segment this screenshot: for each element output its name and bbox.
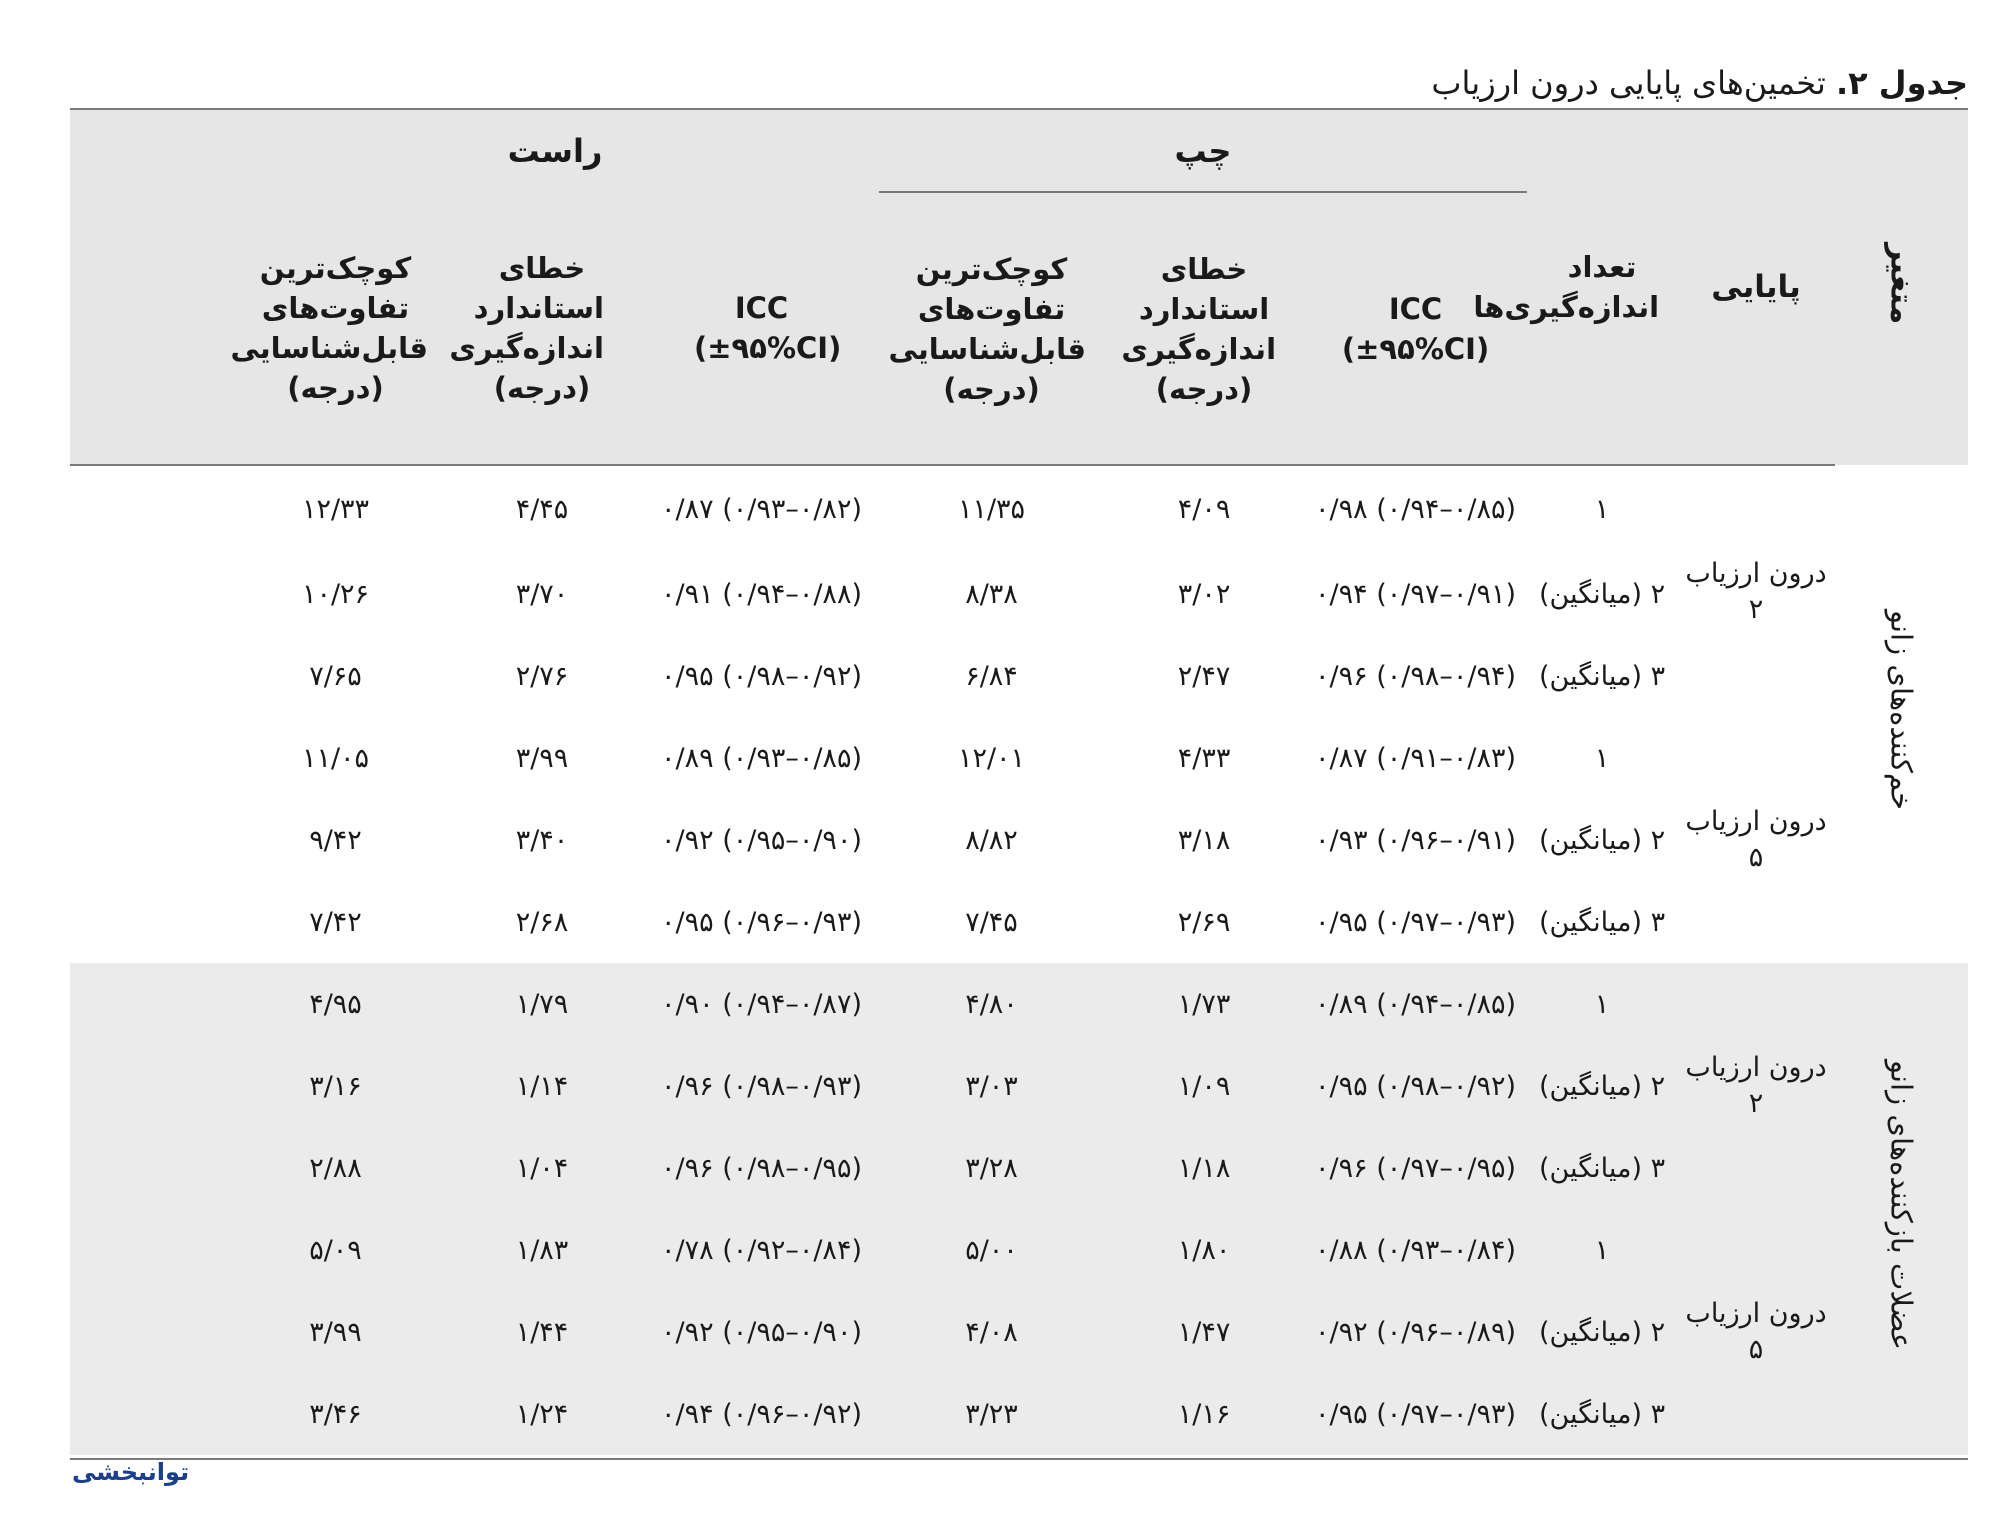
icc-right-cell: ۰/۸۷ (۰/۹۳–۰/۸۲) [661, 494, 862, 525]
icc-right-cell: ۰/۹۵ (۰/۹۶–۰/۹۳) [661, 906, 862, 938]
mdc-left-cell: ۸/۸۲ [965, 824, 1018, 856]
table-row [70, 963, 1968, 1045]
mdc-right-cell: ۲/۸۸ [231, 1127, 440, 1209]
icc-right-cell: ۰/۸۹ (۰/۹۳–۰/۸۵) [661, 742, 862, 774]
header-variable-label: متغیر [1883, 242, 1920, 325]
count-cell: ۳ (میانگین) [1538, 906, 1666, 938]
mdc-right-cell: ۷/۶۵ [309, 660, 362, 692]
mdc-right-cell: ۴/۹۵ [231, 963, 440, 1045]
sem-right-cell: ۳/۴۰ [515, 824, 569, 856]
spacer-cell [70, 799, 231, 881]
sem-left-cell: ۱/۱۸ [1104, 1127, 1304, 1209]
sem-left-cell: ۱/۴۷ [1104, 1291, 1304, 1373]
reliability-table [70, 110, 1968, 1455]
sem-left-cell: ۳/۰۲ [1177, 578, 1231, 610]
count-cell: ۲ (میانگین) [1527, 1045, 1677, 1127]
icc-right-cell: ۰/۹۶ (۰/۹۸–۰/۹۵) [644, 1127, 879, 1209]
variable-cell [1835, 465, 1968, 963]
mdc-left-cell: ۳/۲۸ [879, 1127, 1104, 1209]
mdc-right-cell: ۳/۱۶ [231, 1045, 440, 1127]
header-reliability: پایایی [1677, 110, 1835, 465]
sem-right-cell: ۲/۷۶ [515, 660, 569, 692]
icc-right-cell: ۰/۹۰ (۰/۹۴–۰/۸۷) [644, 963, 879, 1045]
table-body-extensors [70, 963, 1968, 1455]
mdc-right-cell: ۳/۴۶ [231, 1373, 440, 1455]
mdc-left-cell: ۱۲/۰۱ [957, 742, 1026, 774]
mdc-left-cell: ۳/۲۳ [879, 1373, 1104, 1455]
sem-left-cell: ۱/۱۶ [1104, 1373, 1304, 1455]
header-row-groups [70, 110, 1968, 192]
mdc-right-cell: ۱۰/۲۶ [301, 578, 370, 610]
icc-left-cell: ۰/۹۵ (۰/۹۸–۰/۹۲) [1304, 1045, 1527, 1127]
header-spacer [70, 110, 231, 192]
count-cell: ۳ (میانگین) [1527, 1127, 1677, 1209]
icc-left-cell: ۰/۸۸ (۰/۹۳–۰/۸۴) [1304, 1209, 1527, 1291]
sem-left-cell: ۲/۶۹ [1177, 906, 1231, 938]
header-icc-left: ICC (±۹۵%CI) [1304, 192, 1527, 465]
sem-right-cell: ۱/۸۳ [440, 1209, 644, 1291]
icc-left-cell: ۰/۹۴ (۰/۹۷–۰/۹۱) [1315, 578, 1517, 610]
count-cell: ۱ [1527, 963, 1677, 1045]
mdc-left-cell: ۸/۳۸ [965, 578, 1018, 610]
mdc-right-cell: ۳/۹۹ [231, 1291, 440, 1373]
spacer-cell [70, 1373, 231, 1455]
sem-right-cell: ۱/۴۴ [440, 1291, 644, 1373]
sem-right-cell: ۴/۴۵ [515, 494, 569, 525]
icc-left-cell: ۰/۹۶ (۰/۹۷–۰/۹۵) [1304, 1127, 1527, 1209]
sem-left-cell: ۱/۷۳ [1104, 963, 1304, 1045]
spacer-cell [70, 1045, 231, 1127]
reliability-cell: درون ارزیاب ۲ [1685, 557, 1827, 625]
icc-left-cell: ۰/۹۵ (۰/۹۷–۰/۹۳) [1304, 1373, 1527, 1455]
mdc-right-cell: ۹/۴۲ [309, 824, 362, 856]
icc-left-cell: ۰/۹۲ (۰/۹۶–۰/۸۹) [1304, 1291, 1527, 1373]
spacer-cell [70, 1127, 231, 1209]
header-sem-right: خطای استاندارد اندازه‌گیری (درجه) [440, 192, 644, 465]
header-mdc-right: کوچک‌ترین تفاوت‌های قابل‌شناسایی (درجه) [231, 192, 440, 465]
count-cell: ۳ (میانگین) [1527, 1373, 1677, 1455]
sem-left-cell: ۱/۰۹ [1104, 1045, 1304, 1127]
sem-left-cell: ۲/۴۷ [1177, 660, 1231, 692]
sem-right-cell: ۱/۷۹ [440, 963, 644, 1045]
mdc-left-cell: ۶/۸۴ [965, 660, 1018, 692]
icc-right-cell: ۰/۹۴ (۰/۹۶–۰/۹۲) [644, 1373, 879, 1455]
mdc-right-cell: ۱۱/۰۵ [301, 742, 370, 774]
spacer-cell [70, 963, 231, 1045]
sem-right-cell: ۳/۹۹ [515, 742, 569, 774]
spacer-cell [70, 1291, 231, 1373]
sem-right-cell: ۱/۱۴ [440, 1045, 644, 1127]
icc-left-cell: ۰/۸۷ (۰/۹۱–۰/۸۳) [1315, 742, 1517, 774]
icc-left-cell: ۰/۸۹ (۰/۹۴–۰/۸۵) [1304, 963, 1527, 1045]
icc-left-cell: ۰/۹۵ (۰/۹۷–۰/۹۳) [1315, 906, 1517, 938]
mdc-right-cell: ۷/۴۲ [309, 906, 362, 938]
spacer-cell [70, 881, 231, 963]
mdc-left-cell: ۷/۴۵ [965, 906, 1018, 938]
mdc-right-cell: ۵/۰۹ [231, 1209, 440, 1291]
spacer-cell [70, 635, 231, 717]
icc-left-cell: ۰/۹۸ (۰/۹۴–۰/۸۵) [1315, 494, 1517, 525]
icc-right-cell: ۰/۹۲ (۰/۹۵–۰/۹۰) [644, 1291, 879, 1373]
reliability-cell: درون ارزیاب ۲ [1677, 963, 1835, 1209]
mdc-right-cell: ۱۲/۳۳ [301, 494, 370, 525]
sem-right-cell: ۱/۰۴ [440, 1127, 644, 1209]
sem-left-cell: ۳/۱۸ [1177, 824, 1231, 856]
mdc-left-cell: ۳/۰۳ [879, 1045, 1104, 1127]
table-row [70, 1209, 1968, 1291]
count-cell: ۲ (میانگین) [1538, 578, 1666, 610]
count-cell: ۱ [1527, 1209, 1677, 1291]
table-row [70, 717, 1968, 799]
caption-text: تخمین‌های پایایی درون ارزیاب [1431, 64, 1826, 102]
icc-right-cell: ۰/۹۶ (۰/۹۸–۰/۹۳) [644, 1045, 879, 1127]
spacer-cell [70, 1209, 231, 1291]
sem-right-cell: ۱/۲۴ [440, 1373, 644, 1455]
sem-left-cell: ۴/۰۹ [1177, 494, 1231, 525]
count-cell: ۳ (میانگین) [1538, 660, 1666, 692]
header-count: تعداد اندازه‌گیری‌ها [1527, 110, 1677, 465]
table-row [70, 465, 1968, 553]
variable-cell [1835, 963, 1968, 1455]
spacer-cell [70, 553, 231, 635]
caption-label: جدول ۲. [1835, 64, 1968, 102]
spacer-cell [70, 465, 231, 553]
icc-left-cell: ۰/۹۶ (۰/۹۸–۰/۹۴) [1315, 660, 1517, 692]
count-cell: ۱ [1594, 742, 1610, 774]
sem-left-cell: ۱/۸۰ [1104, 1209, 1304, 1291]
icc-right-cell: ۰/۹۵ (۰/۹۸–۰/۹۲) [661, 660, 862, 692]
icc-left-cell: ۰/۹۳ (۰/۹۶–۰/۹۱) [1315, 824, 1517, 856]
sem-right-cell: ۲/۶۸ [515, 906, 569, 938]
header-icc-right: ICC (±۹۵%CI) [644, 192, 879, 465]
header-variable [1835, 110, 1968, 465]
count-cell: ۲ (میانگین) [1538, 824, 1666, 856]
icc-right-cell: ۰/۹۲ (۰/۹۵–۰/۹۰) [661, 824, 862, 856]
reliability-cell: درون ارزیاب ۵ [1685, 806, 1827, 873]
header-right-group: راست [231, 110, 879, 192]
journal-logo: توانبخشی [72, 1458, 190, 1486]
reliability-table-wrapper [70, 108, 1968, 1460]
mdc-left-cell: ۵/۰۰ [879, 1209, 1104, 1291]
header-spacer-2 [70, 192, 231, 465]
count-cell: ۱ [1594, 494, 1610, 525]
reliability-cell: درون ارزیاب ۵ [1677, 1209, 1835, 1455]
sem-right-cell: ۳/۷۰ [515, 578, 569, 610]
mdc-left-cell: ۴/۰۸ [879, 1291, 1104, 1373]
spacer-cell [70, 717, 231, 799]
sem-left-cell: ۴/۳۳ [1177, 742, 1231, 774]
table-caption [70, 58, 1968, 108]
mdc-left-cell: ۴/۸۰ [879, 963, 1104, 1045]
header-left-group: چپ [879, 110, 1527, 192]
header-mdc-left: کوچک‌ترین تفاوت‌های قابل‌شناسایی (درجه) [879, 192, 1104, 465]
mdc-left-cell: ۱۱/۳۵ [957, 494, 1026, 525]
count-cell: ۲ (میانگین) [1527, 1291, 1677, 1373]
variable-label: عضلات بازکننده‌های زانو [1884, 1060, 1919, 1351]
variable-label: خم‌کننده‌های زانو [1884, 610, 1919, 811]
header-sem-left: خطای استاندارد اندازه‌گیری (درجه) [1104, 192, 1304, 465]
icc-right-cell: ۰/۷۸ (۰/۹۲–۰/۸۴) [644, 1209, 879, 1291]
icc-right-cell: ۰/۹۱ (۰/۹۴–۰/۸۸) [661, 578, 862, 610]
table-body-flexors [70, 465, 1968, 963]
